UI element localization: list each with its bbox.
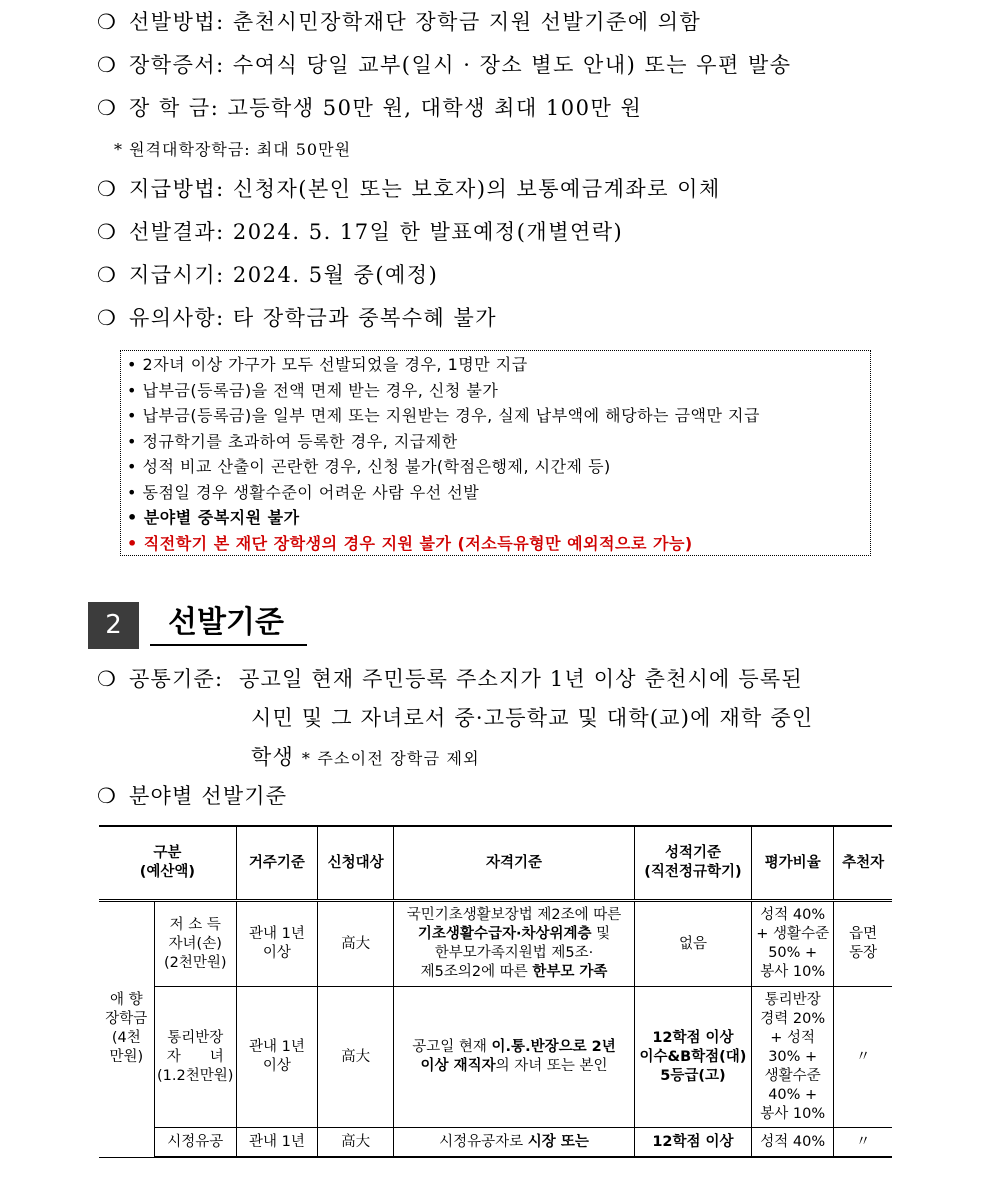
info-line-timing: ❍ 지급시기: 2024. 5월 중(예정) [97, 263, 439, 287]
section-number: 2 [88, 602, 139, 649]
circle-bullet-icon: ❍ [97, 667, 118, 691]
circle-bullet-icon: ❍ [97, 263, 118, 287]
selection-criteria-table [99, 825, 892, 1158]
common-criteria: ❍ 공통기준: 공고일 현재 주민등록 주소지가 1년 이상 춘천시에 등록된 시민 및 그 자녀로서 중·고등학교 및 대학(교)에 재학 중인 학생 * 주소이전 장학금 제외 ❍ 분야별 선발기준 [97, 660, 813, 816]
table-row [99, 987, 892, 1128]
table-row [99, 1128, 892, 1158]
grade-cell: 없음 [634, 901, 751, 987]
target-cell: 高大 [318, 987, 394, 1128]
qualification-cell: 시정유공자로 시장 또는 [394, 1128, 635, 1158]
header-qualification: 자격기준 [394, 826, 635, 901]
recommender-cell: 〃 [834, 1128, 892, 1158]
residence-cell: 관내 1년 이상 [236, 987, 317, 1128]
type-cell: 통리반장 자 녀 (1.2천만원) [154, 987, 236, 1128]
note-item-warning: • 직전학기 본 재단 장학생의 경우 지원 불가 (저소득유형만 예외적으로 가능) [127, 533, 693, 553]
type-cell: 시정유공 [154, 1128, 236, 1158]
circle-bullet-icon: ❍ [97, 220, 118, 244]
header-target: 신청대상 [318, 826, 394, 901]
grade-cell: 12학점 이상 이수&B학점(대) 5등급(고) [634, 987, 751, 1128]
ratio-cell: 성적 40% + 생활수준 50% + 봉사 10% [752, 901, 834, 987]
note-item: • 정규학기를 초과하여 등록한 경우, 지급제한 [127, 431, 458, 451]
qualification-cell: 국민기초생활보장법 제2조에 따른 기초생활수급자·차상위계층 및 한부모가족지원법 제5조· 제5조의2에 따른 한부모 가족 [394, 901, 635, 987]
note-item: • 납부금(등록금)을 일부 면제 또는 지원받는 경우, 실제 납부액에 해당하는 금액만 지급 [127, 406, 760, 425]
recommender-cell: 〃 [834, 987, 892, 1128]
circle-bullet-icon: ❍ [97, 96, 118, 120]
residence-cell: 관내 1년 [236, 1128, 317, 1158]
header-grade: 성적기준 (직전정규학기) [634, 826, 751, 901]
recommender-cell: 읍면 동장 [834, 901, 892, 987]
group-cell: 애 향 장학금 (4천 만원) [99, 901, 154, 1158]
circle-bullet-icon: ❍ [97, 53, 118, 77]
type-cell: 저 소 득 자녀(손) (2천만원) [154, 901, 236, 987]
ratio-cell: 성적 40% [752, 1128, 834, 1158]
circle-bullet-icon: ❍ [97, 784, 118, 808]
circle-bullet-icon: ❍ [97, 306, 118, 330]
header-ratio: 평가비율 [752, 826, 834, 901]
info-line-caution: ❍ 유의사항: 타 장학금과 중복수혜 불가 [97, 306, 498, 330]
info-line-method: ❍ 선발방법: 춘천시민장학재단 장학금 지원 선발기준에 의함 [97, 10, 702, 34]
section-title: 선발기준 [150, 600, 307, 646]
grade-cell: 12학점 이상 [634, 1128, 751, 1158]
target-cell: 高大 [318, 901, 394, 987]
info-line-payment: ❍ 지급방법: 신청자(본인 또는 보호자)의 보통예금계좌로 이체 [97, 177, 721, 201]
table-row [99, 901, 892, 987]
field-criteria-heading: 분야별 선발기준 [129, 784, 288, 808]
header-residence: 거주기준 [236, 826, 317, 901]
qualification-cell: 공고일 현재 이.통.반장으로 2년 이상 재직자의 자녀 또는 본인 [394, 987, 635, 1128]
info-line-certificate: ❍ 장학증서: 수여식 당일 교부(일시 · 장소 별도 안내) 또는 우편 발송 [97, 53, 792, 77]
header-recommender: 추천자 [834, 826, 892, 901]
circle-bullet-icon: ❍ [97, 177, 118, 201]
target-cell: 高大 [318, 1128, 394, 1158]
circle-bullet-icon: ❍ [97, 10, 118, 34]
note-item: • 성적 비교 산출이 곤란한 경우, 신청 불가(학점은행제, 시간제 등) [127, 457, 611, 476]
info-line-amount: ❍ 장 학 금: 고등학생 50만 원, 대학생 최대 100만 원 [97, 96, 643, 120]
note-item-duplicate: • 분야별 중복지원 불가 [127, 508, 300, 527]
note-item: • 2자녀 이상 가구가 모두 선발되었을 경우, 1명만 지급 [127, 355, 528, 374]
note-item: • 동점일 경우 생활수준이 어려운 사람 우선 선발 [127, 482, 480, 502]
ratio-cell: 통리반장 경력 20% + 성적 30% + 생활수준 40% + 봉사 10% [752, 987, 834, 1128]
note-item: • 납부금(등록금)을 전액 면제 받는 경우, 신청 불가 [127, 380, 499, 400]
header-category: 구분 (예산액) [99, 826, 236, 901]
info-line-result: ❍ 선발결과: 2024. 5. 17일 한 발표예정(개별연락) [97, 220, 624, 244]
caution-notes-box [120, 350, 871, 556]
residence-cell: 관내 1년 이상 [236, 901, 317, 987]
remote-scholarship-note: * 원격대학장학금: 최대 50만원 [114, 140, 352, 159]
